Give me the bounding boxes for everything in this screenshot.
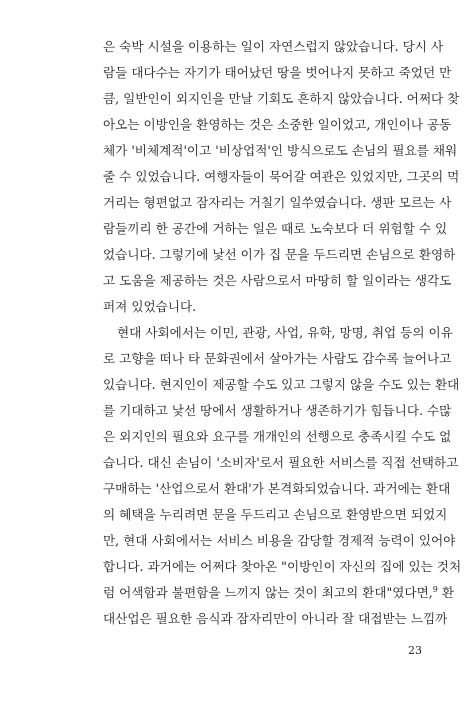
text-line: 큼, 일반인이 외지인을 만날 기회도 흔하지 않았습니다. 어쩌다 찾 [103,91,460,106]
text-line: 만, 현대 사회에서는 서비스 비용을 감당할 경제적 능력이 있어야 [103,533,456,548]
text-line: 현대 사회에서는 이민, 관광, 사업, 유학, 망명, 취업 등의 이유 [117,325,453,340]
text-line: 거리는 형편없고 잠자리는 거칠기 일쑤였습니다. 생판 모르는 사 [103,195,452,210]
text-line: 의 혜택을 누리려면 문을 두드리고 손님으로 환영받으면 되었지 [103,507,448,522]
text-segment: 럼 어색함과 불편함을 느끼지 않는 것이 최고의 환대"였다면, [103,585,433,600]
text-line: 구매하는 '산업으로서 환대'가 본격화되었습니다. 과거에는 환대 [103,481,451,496]
text-line: 합니다. 과거에는 어쩌다 찾아온 "이방인이 자신의 집에 있는 것처 [103,559,462,574]
paragraph-1 [103,34,460,320]
text-line: 은 외지인의 필요와 요구를 개개인의 선행으로 충족시킬 수도 없 [103,429,452,444]
body-text [103,34,462,632]
text-line: 은 숙박 시설을 이용하는 일이 자연스럽지 않았습니다. 당시 사 [103,39,444,54]
text-line: 를 기대하고 낯선 땅에서 생활하거나 생존하기가 힘듭니다. 수많 [103,403,452,418]
text-line: 습니다. 대신 손님이 '소비자'로서 필요한 서비스를 직접 선택하고 [103,455,459,470]
text-line: 람들끼리 한 공간에 거하는 일은 때로 노숙보다 더 위험할 수 있 [103,221,448,236]
text-line: 체가 '비체계적'이고 '비상업적'인 방식으로도 손님의 필요를 채워 [103,143,458,158]
text-line: 퍼져 있었습니다. [103,299,197,314]
text-line: 줄 수 있었습니다. 여행자들이 묵어갈 여관은 있었지만, 그곳의 먹 [103,169,460,184]
text-line: 람들 대다수는 자기가 태어났던 땅을 벗어나지 못하고 죽었던 만 [103,65,452,80]
text-line: 로 고향을 떠나 타 문화권에서 살아가는 사람도 감수록 늘어나고 [103,351,452,366]
text-line-with-footnote [103,580,455,606]
text-line: 아오는 이방인을 환영하는 것은 소중한 일이었고, 개인이나 공동 [103,117,452,132]
page-number: 23 [408,644,422,657]
text-segment: 환 [437,585,455,600]
text-line: 있습니다. 현지인이 제공할 수도 있고 그렇지 않을 수도 있는 환대 [103,377,460,392]
text-line: 고 도움을 제공하는 것은 사람으로서 마땅히 할 일이라는 생각도 [103,273,452,288]
text-line: 었습니다. 그렇기에 낯선 이가 집 문을 두드리면 손님으로 환영하 [103,247,456,262]
footnote-marker: 9 [432,584,438,594]
text-line: 대산업은 필요한 음식과 잠자리만이 아니라 잘 대접받는 느낌까 [103,611,448,626]
paragraph-2 [103,320,462,632]
